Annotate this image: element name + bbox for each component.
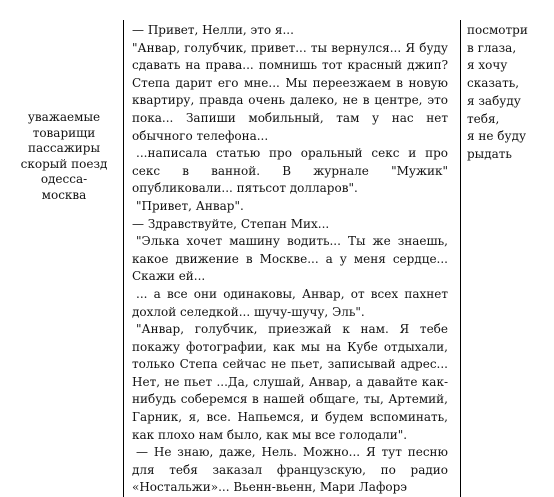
dialogue-paragraph: "Анвар, голубчик, привет... ты вернулся... Я буду сдавать на права... помнишь тот красный джип? Степа дарит его мне... Мы переезжаем в новую квартиру, правда очень далеко, не в центре, это пока... Запиши мобильный, там у нас нет обычного телефона... — [132, 40, 448, 143]
dialogue-paragraph: ... а все они одинаковы, Анвар, от всех пахнет дохлой селедкой... шучу-шучу, Эль". — [132, 286, 448, 319]
lyric-line: в глаза, — [467, 40, 517, 55]
left-column-divider — [123, 20, 124, 497]
lyric-line: я не буду — [467, 129, 527, 144]
left-line: уважаемые — [27, 110, 101, 124]
lyric-line: сказать, — [467, 76, 520, 91]
right-column-song-lyrics — [467, 22, 551, 164]
dialogue-paragraph: "Привет, Анвар". — [136, 198, 244, 213]
lyric-line: посмотри — [467, 23, 528, 37]
lyric-line: я забуду — [467, 93, 521, 108]
right-column-divider — [460, 20, 461, 497]
left-line: москва — [41, 187, 87, 202]
lyric-line: рыдать — [467, 146, 512, 161]
lyric-line: тебя, — [467, 111, 500, 126]
dialogue-paragraph: "Элька хочет машину водить... Ты же знаешь, какое движение в Москве... а у меня сердце... Скажи ей... — [132, 234, 448, 284]
left-line: товарищи — [32, 125, 96, 140]
main-column-dialogue — [132, 22, 448, 497]
left-line: пассажиры — [27, 141, 101, 155]
left-line: скорый поезд — [20, 156, 108, 171]
lyric-line: я хочу — [467, 58, 508, 73]
dialogue-paragraph: — Привет, Нелли, это я... — [132, 23, 294, 37]
dialogue-paragraph: "Анвар, голубчик, приезжай к нам. Я тебе покажу фотографии, как мы на Кубе отдыхали, только Степа сейчас не пьет, записывай адрес... Нет, не пьет ...Да, слушай, Анвар, а давайте как-нибудь соберемся в нашей общаге, ты, Артемий, Гарник, я, все. Напьемся, и будем вспоминать, как плохо нам было, как мы все голодали". — [132, 322, 448, 442]
left-line: одесса- — [40, 172, 88, 186]
left-column-announcement — [10, 110, 118, 203]
dialogue-paragraph: ...написала статью про оральный секс и про секс в ванной. В журнале "Мужик" опубликовали... пятьсот долларов". — [132, 146, 448, 196]
dialogue-paragraph: — Здравствуйте, Степан Мих... — [132, 216, 330, 231]
dialogue-paragraph: — Не знаю, даже, Нель. Можно... Я тут песню для тебя заказал французскую, по радио «Ностальжи»... Вьенн-вьенн, Мари Лафорэ — [132, 445, 448, 495]
